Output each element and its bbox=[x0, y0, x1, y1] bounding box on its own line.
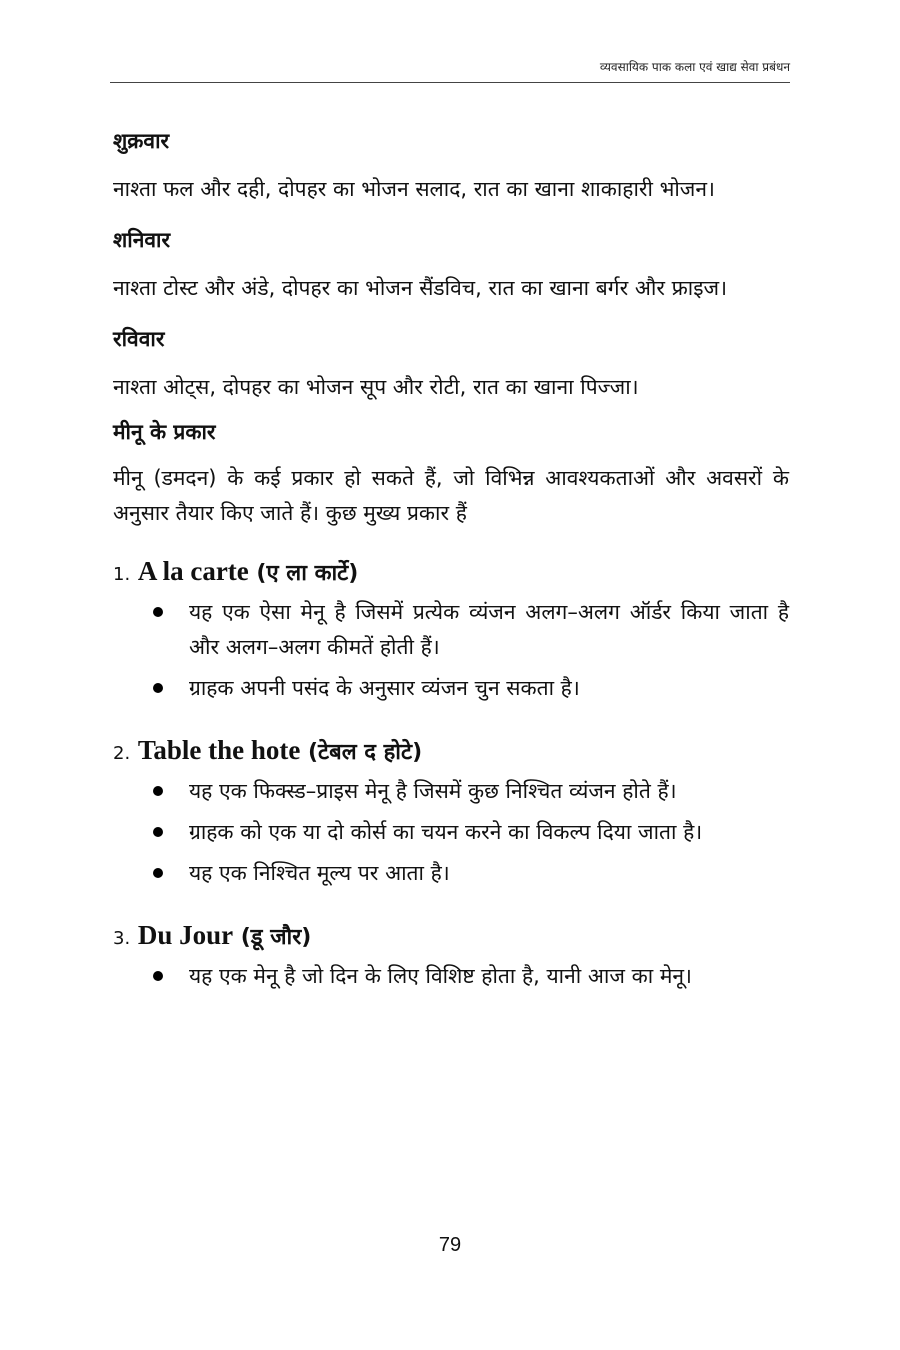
list-item bbox=[153, 595, 789, 665]
list-item bbox=[153, 856, 789, 891]
item-hindi-name: (डू जौर) bbox=[240, 925, 312, 950]
section-heading-menu-types: मीनू के प्रकार bbox=[113, 420, 216, 444]
day-text-saturday: नाश्ता टोस्ट और अंडे, दोपहर का भोजन सैंडविच, रात का खाना बर्गर और फ्राइज। bbox=[113, 276, 728, 300]
day-heading-friday: शुक्रवार bbox=[113, 129, 170, 153]
bullet-icon bbox=[153, 868, 163, 878]
day-text-sunday: नाश्ता ओट्स, दोपहर का भोजन सूप और रोटी, रात का खाना पिज्जा। bbox=[113, 375, 639, 399]
item-number: 2. bbox=[113, 743, 131, 764]
section-intro: मीनू (डमदन) के कई प्रकार हो सकते हैं, जो विभिन्न आवश्यकताओं और अवसरों के अनुसार तैयार किए जाते हैं। कुछ मुख्य प्रकार हैं bbox=[113, 466, 789, 525]
item-latin-name: A la carte bbox=[137, 556, 249, 586]
bullet-text: यह एक मेनू है जो दिन के लिए विशिष्ट होता है, यानी आज का मेनू। bbox=[189, 964, 692, 988]
item-latin-name: Table the hote bbox=[137, 735, 301, 765]
page-number: 79 bbox=[438, 1234, 462, 1256]
bullet-icon bbox=[153, 683, 163, 693]
bullet-text: यह एक निश्चित मूल्य पर आता है। bbox=[189, 861, 450, 885]
running-header: व्यवसायिक पाक कला एवं खाद्य सेवा प्रबंधन bbox=[599, 60, 790, 74]
list-item bbox=[153, 815, 789, 850]
bullet-text: ग्राहक अपनी पसंद के अनुसार व्यंजन चुन सकता है। bbox=[189, 676, 580, 700]
list-item bbox=[153, 671, 789, 706]
item-hindi-name: (ए ला कार्टे) bbox=[256, 561, 359, 586]
item-number: 3. bbox=[113, 928, 131, 949]
page-body bbox=[113, 112, 789, 994]
item-latin-name: Du Jour bbox=[137, 920, 234, 950]
day-heading-saturday: शनिवार bbox=[113, 228, 171, 252]
item-hindi-name: (टेबल द होटे) bbox=[307, 740, 423, 765]
list-item bbox=[153, 774, 789, 809]
bullet-list-du-jour bbox=[153, 959, 789, 994]
bullet-text: यह एक फिक्स्ड–प्राइस मेनू है जिसमें कुछ निश्चित व्यंजन होते हैं। bbox=[189, 779, 677, 803]
menu-type-heading-3 bbox=[113, 915, 789, 959]
bullet-icon bbox=[153, 786, 163, 796]
item-number: 1. bbox=[113, 564, 131, 585]
day-text-friday: नाश्ता फल और दही, दोपहर का भोजन सलाद, रात का खाना शाकाहारी भोजन। bbox=[113, 177, 715, 201]
menu-type-heading-1 bbox=[113, 551, 789, 595]
bullet-text: ग्राहक को एक या दो कोर्स का चयन करने का विकल्प दिया जाता है। bbox=[189, 820, 703, 844]
bullet-icon bbox=[153, 827, 163, 837]
bullet-list-a-la-carte bbox=[153, 595, 789, 706]
day-heading-sunday: रविवार bbox=[113, 327, 165, 351]
bullet-icon bbox=[153, 971, 163, 981]
bullet-icon bbox=[153, 607, 163, 617]
menu-type-heading-2 bbox=[113, 730, 789, 774]
list-item bbox=[153, 959, 789, 994]
bullet-text: यह एक ऐसा मेनू है जिसमें प्रत्येक व्यंजन अलग–अलग ऑर्डर किया जाता है और अलग–अलग कीमतें होती हैं। bbox=[189, 600, 789, 659]
bullet-list-table-d-hote bbox=[153, 774, 789, 891]
header-divider bbox=[110, 82, 790, 83]
